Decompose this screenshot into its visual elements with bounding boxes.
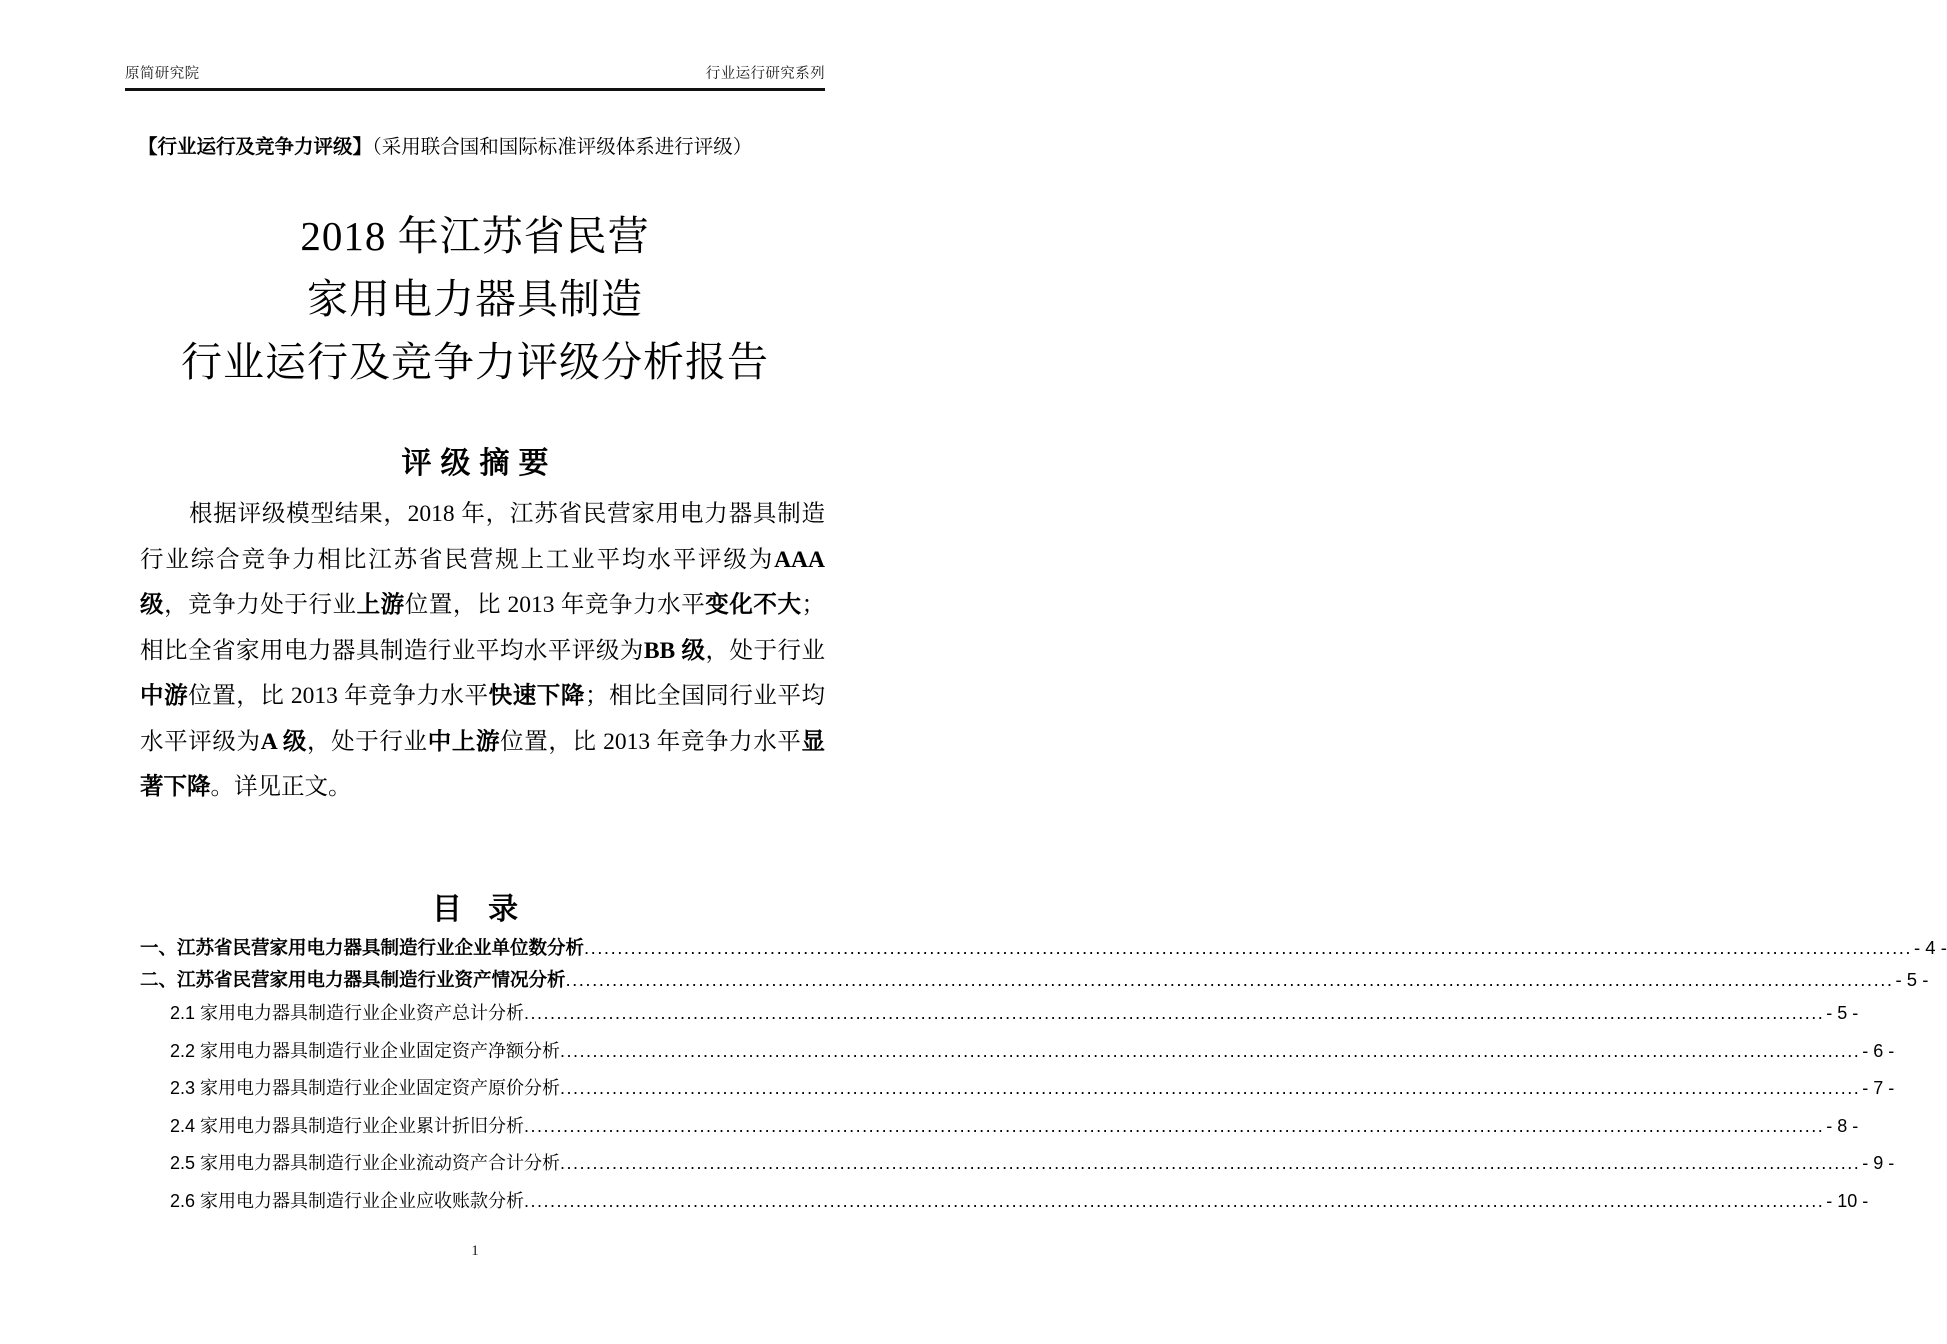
- toc-entry-label: 2.6 家用电力器具制造行业企业应收账款分析: [170, 1190, 525, 1211]
- table-of-contents: [140, 932, 1947, 1220]
- toc-entry[interactable]: [140, 964, 1929, 996]
- page-title: [0, 205, 950, 394]
- toc-dot-leader: ........................................................................................................................................................................................................: [584, 937, 1912, 958]
- summary-text: ；相比全国同行业平均水平评级为: [140, 683, 826, 755]
- rating-summary-paragraph: [140, 492, 825, 811]
- toc-entry[interactable]: [140, 1033, 1895, 1071]
- summary-text: 根据评级模型结果，2018 年，江苏省民营家用电力器具制造行业综合竞争力相比江苏省民营规上工业平均水平评级为: [140, 501, 825, 573]
- summary-text: 。详见正文。: [210, 774, 352, 800]
- header-left-text: 原简研究院: [125, 66, 200, 82]
- summary-text: 位置，比 2013 年竞争力水平: [404, 592, 706, 618]
- header-divider-rule: [125, 88, 825, 91]
- summary-emphasis: 显著下降: [140, 728, 826, 800]
- subtitle-bracketed-text: 【行业运行及竞争力评级】: [138, 137, 373, 158]
- summary-emphasis: AAA 级: [140, 546, 825, 618]
- summary-emphasis: 变化不大: [705, 592, 802, 618]
- summary-text: ，处于行业: [705, 637, 826, 664]
- summary-text: ，处于行业: [307, 728, 428, 755]
- summary-emphasis: 中上游: [427, 728, 501, 755]
- summary-emphasis: A 级: [260, 728, 308, 755]
- toc-entry-label: 2.5 家用电力器具制造行业企业流动资产合计分析: [170, 1153, 561, 1173]
- subtitle-parenthetical-text: （采用联合国和国际标准评级体系进行评级）: [372, 137, 753, 158]
- toc-entry-label: 2.2 家用电力器具制造行业企业固定资产净额分析: [170, 1040, 561, 1061]
- toc-dot-leader: ........................................................................................................................................................................................................: [560, 1040, 1861, 1061]
- toc-entry-label: 2.4 家用电力器具制造行业企业累计折旧分析: [170, 1115, 525, 1136]
- toc-entry-label: 2.1 家用电力器具制造行业企业资产总计分析: [170, 1003, 525, 1023]
- toc-entry-label: 二、江苏省民营家用电力器具制造行业资产情况分析: [140, 968, 566, 990]
- toc-dot-leader: ........................................................................................................................................................................................................: [565, 968, 1894, 990]
- title-line-3: 行业运行及竞争力评级分析报告: [181, 339, 769, 385]
- toc-dot-leader: ........................................................................................................................................................................................................: [524, 1003, 1825, 1023]
- header-right-text: 行业运行研究系列: [705, 66, 825, 82]
- summary-text: 位置，比 2013 年竞争力水平: [188, 683, 489, 709]
- title-line-2: 家用电力器具制造: [307, 276, 643, 322]
- toc-entry[interactable]: [140, 1108, 1859, 1146]
- toc-entry-page-number: - 8 -: [1826, 1115, 1859, 1136]
- toc-entry-page-number: - 4 -: [1914, 937, 1947, 958]
- summary-text: ；相比全省家用电力器具制造行业平均水平评级为: [140, 592, 826, 664]
- toc-dot-leader: ........................................................................................................................................................................................................: [524, 1190, 1825, 1211]
- toc-entry[interactable]: [140, 1070, 1895, 1108]
- toc-entry[interactable]: [140, 995, 1859, 1033]
- toc-dot-leader: ........................................................................................................................................................................................................: [560, 1153, 1861, 1173]
- running-header: [125, 62, 825, 83]
- toc-entry-page-number: - 10 -: [1826, 1190, 1869, 1211]
- page-number-footer: 1: [471, 1243, 479, 1259]
- toc-entry-page-number: - 5 -: [1826, 1003, 1859, 1023]
- toc-entry[interactable]: [140, 1183, 1869, 1221]
- toc-entry[interactable]: [140, 1145, 1895, 1183]
- toc-entry-page-number: - 7 -: [1862, 1078, 1895, 1098]
- rating-summary-heading: 评级摘要: [401, 447, 558, 480]
- table-of-contents-heading: 目 录: [431, 893, 528, 926]
- toc-entry-page-number: - 6 -: [1862, 1040, 1895, 1061]
- summary-text: ，竞争力处于行业: [164, 592, 357, 618]
- summary-emphasis: 上游: [356, 592, 405, 618]
- summary-emphasis: 中游: [140, 683, 189, 709]
- summary-text: 位置，比 2013 年竞争力水平: [500, 728, 802, 755]
- toc-entry-page-number: - 9 -: [1862, 1153, 1895, 1173]
- toc-entry-page-number: - 5 -: [1895, 968, 1929, 990]
- toc-entry-label: 一、江苏省民营家用电力器具制造行业企业单位数分析: [140, 937, 585, 958]
- toc-dot-leader: ........................................................................................................................................................................................................: [524, 1115, 1825, 1136]
- toc-dot-leader: ........................................................................................................................................................................................................: [560, 1078, 1861, 1098]
- summary-emphasis: 快速下降: [488, 683, 585, 709]
- title-line-1: 2018 年江苏省民营: [300, 213, 650, 259]
- summary-emphasis: BB 级: [643, 637, 706, 664]
- report-subtitle: [138, 133, 838, 163]
- toc-entry-label: 2.3 家用电力器具制造行业企业固定资产原价分析: [170, 1078, 561, 1098]
- toc-entry[interactable]: [140, 932, 1947, 964]
